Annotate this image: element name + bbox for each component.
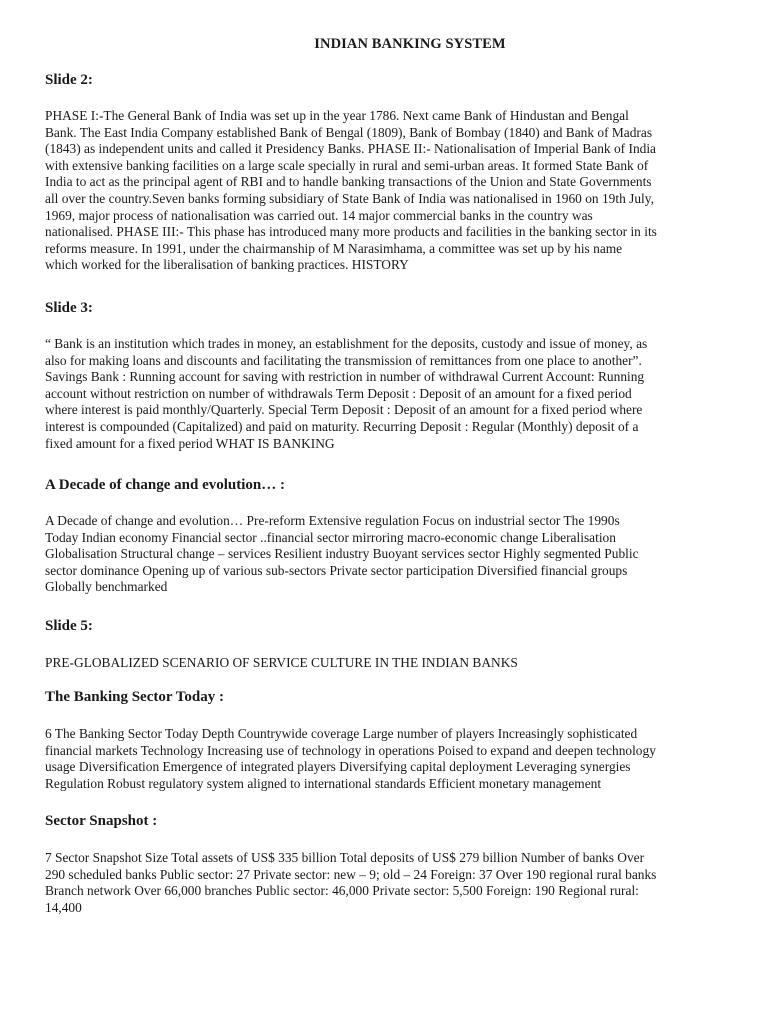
text-line: Globally benchmarked xyxy=(45,579,168,595)
text-line: usage Diversification Emergence of integrated players Diversifying capital deployment Leveraging synergies xyxy=(45,759,631,775)
section-heading-slide-5: Slide 5: xyxy=(45,618,93,634)
text-line: which worked for the liberalisation of banking practices. HISTORY xyxy=(45,257,409,273)
text-line: Branch network Over 66,000 branches Public sector: 46,000 Private sector: 5,500 Foreign: 190 Regional rural: xyxy=(45,883,639,899)
section-heading-decade-of-change: A Decade of change and evolution… : xyxy=(45,477,285,493)
text-line: “ Bank is an institution which trades in money, an establishment for the deposits, custody and issue of money, as xyxy=(45,336,648,351)
section-body-slide-3 xyxy=(45,336,745,452)
text-line: PRE-GLOBALIZED SCENARIO OF SERVICE CULTURE IN THE INDIAN BANKS xyxy=(45,655,518,670)
text-line: Regulation Robust regulatory system aligned to international standards Efficient monetary management xyxy=(45,775,602,791)
text-line: 1969, major process of nationalisation was carried out. 14 major commercial banks in the country was xyxy=(45,207,593,223)
text-line: nationalised. PHASE III:- This phase has introduced many more products and facilities in the banking sector in its xyxy=(45,224,657,240)
text-line: Globalisation Structural change – services Resilient industry Buoyant services sector Highly segmented Public xyxy=(45,546,639,562)
text-line: A Decade of change and evolution… Pre-reform Extensive regulation Focus on industrial sector The 1990s xyxy=(45,513,620,528)
text-line: India to act as the principal agent of RBI and to handle banking transactions of the Union and State Governments xyxy=(45,174,652,190)
section-body-sector-snapshot xyxy=(45,850,745,916)
text-line: where interest is paid monthly/Quarterly. Special Term Deposit : Deposit of an amount for a fixed period where xyxy=(45,402,643,418)
text-line: PHASE I:-The General Bank of India was set up in the year 1786. Next came Bank of Hindustan and Bengal xyxy=(45,108,629,123)
section-heading-slide-3: Slide 3: xyxy=(45,300,93,316)
document-title: INDIAN BANKING SYSTEM xyxy=(314,36,506,52)
section-body-slide-2 xyxy=(45,108,745,274)
text-line: account without restriction on number of withdrawals Term Deposit : Deposit of an amount for a fixed period xyxy=(45,385,632,401)
text-line: 290 scheduled banks Public sector: 27 Private sector: new – 9; old – 24 Foreign: 37 Over 190 regional rural banks xyxy=(45,866,657,882)
section-body-decade-of-change xyxy=(45,513,745,596)
text-line: 6 The Banking Sector Today Depth Countrywide coverage Large number of players Increasingly sophisticated xyxy=(45,726,638,741)
section-body-slide-5 xyxy=(45,655,745,672)
text-line: with extensive banking facilities on a large scale specially in rural and semi-urban areas. It formed State Bank of xyxy=(45,157,649,173)
section-heading-banking-sector-today: The Banking Sector Today : xyxy=(45,689,224,705)
text-line: fixed amount for a fixed period WHAT IS BANKING xyxy=(45,435,335,451)
section-heading-slide-2: Slide 2: xyxy=(45,72,93,88)
text-line: also for making loans and discounts and facilitating the transmission of remittances from one place to another”. xyxy=(45,352,642,368)
text-line: (1843) as independent units and called it Presidency Banks. PHASE II:- Nationalisation of Imperial Bank of India xyxy=(45,141,656,157)
section-body-banking-sector-today xyxy=(45,726,745,792)
text-line: reforms measure. In 1991, under the chairmanship of M Narasimhama, a committee was set up by his name xyxy=(45,240,623,256)
text-line: Savings Bank : Running account for saving with restriction in number of withdrawal Current Account: Running xyxy=(45,369,645,385)
text-line: 14,400 xyxy=(45,899,82,915)
section-heading-sector-snapshot: Sector Snapshot : xyxy=(45,813,158,829)
text-line: Bank. The East India Company established Bank of Bengal (1809), Bank of Bombay (1840) and Bank of Madras xyxy=(45,124,653,140)
text-line: Today Indian economy Financial sector ..financial sector mirroring macro-economic change Liberalisation xyxy=(45,529,616,545)
text-line: financial markets Technology Increasing use of technology in operations Poised to expand and deepen technology xyxy=(45,742,656,758)
text-line: all over the country.Seven banks forming subsidiary of State Bank of India was nationalised in 1960 on 19th July, xyxy=(45,190,654,206)
text-line: 7 Sector Snapshot Size Total assets of US$ 335 billion Total deposits of US$ 279 billion Number of banks Over xyxy=(45,850,645,865)
text-line: sector dominance Opening up of various sub-sectors Private sector participation Diversified financial groups xyxy=(45,562,628,578)
text-line: interest is compounded (Capitalized) and paid on maturity. Recurring Deposit : Regular (Monthly) deposit of a xyxy=(45,418,639,434)
